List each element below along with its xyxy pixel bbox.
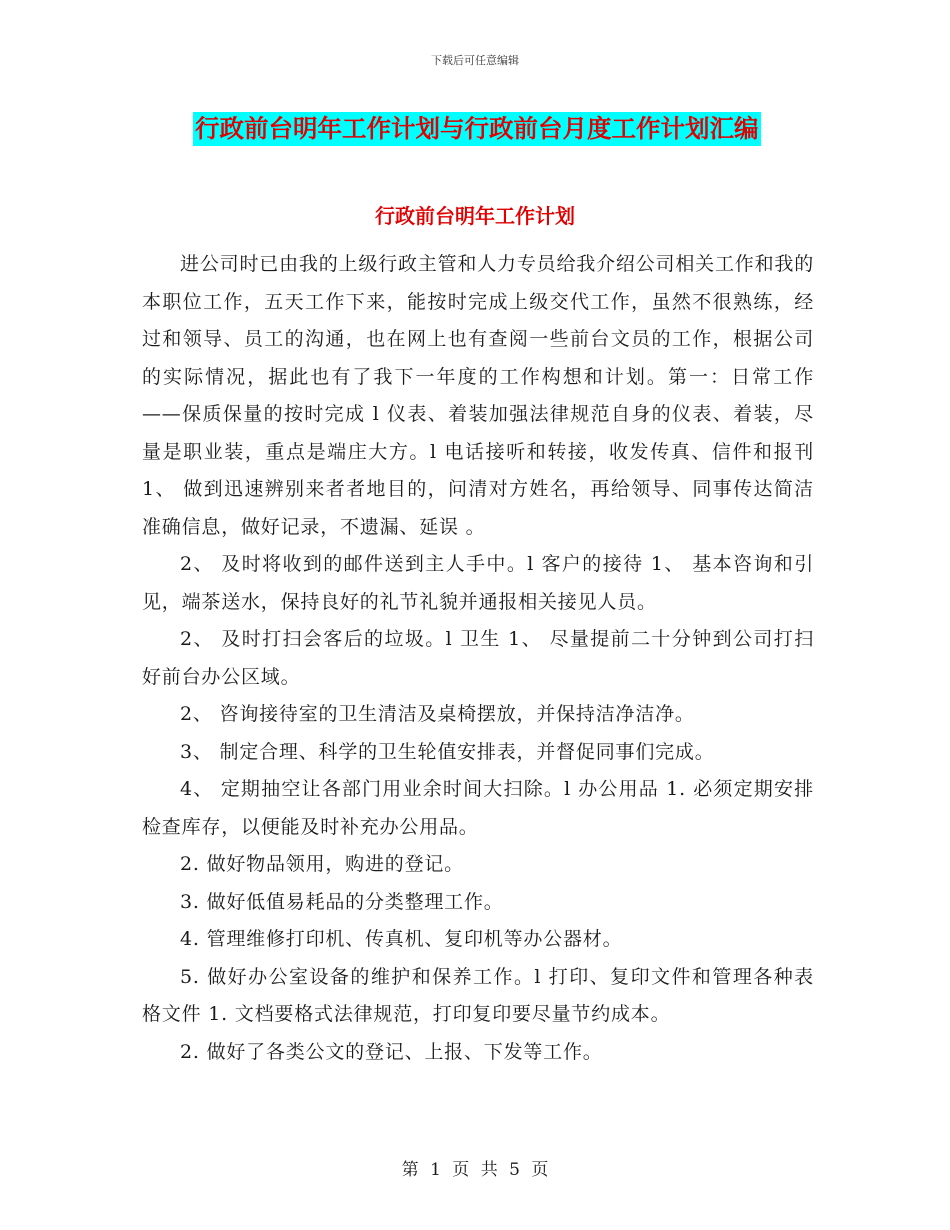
paragraph: 2. 做好物品领用，购进的登记。 xyxy=(180,853,464,875)
paragraph: 2、 及时打扫会客后的垃圾。l 卫生 1、 尽量提前二十分钟到公司打扫好前台办公区域。 xyxy=(142,628,814,688)
paragraph: 5. 做好办公室设备的维护和保养工作。l 打印、复印文件和管理各种表格文件 1. 文档要格式法律规范，打印复印要尽量节约成本。 xyxy=(142,965,814,1025)
paragraph: 4. 管理维修打印机、传真机、复印机等办公器材。 xyxy=(180,928,623,950)
page-footer: 第 1 页 共 5 页 xyxy=(401,1160,549,1180)
document-body xyxy=(142,246,814,1071)
section-title: 行政前台明年工作计划 xyxy=(375,204,575,228)
paragraph: 3. 做好低值易耗品的分类整理工作。 xyxy=(180,890,504,913)
paragraph: 2、 咨询接待室的卫生清洁及桌椅摆放，并保持洁净洁净。 xyxy=(180,703,695,725)
main-title-container xyxy=(193,112,761,146)
paragraph: 进公司时已由我的上级行政主管和人力专员给我介绍公司相关工作和我的本职位工作，五天工作下来，能按时完成上级交代工作，虽然不很熟练，经过和领导、员工的沟通，也在网上也有查阅一些前台文员的工作，根据公司的实际情况，据此也有了我下一年度的工作构想和计划。第一：日常工作——保质保量的按时完成 l 仪表、着装加强法律规范自身的仪表、着装，尽量是职业装，重点是端庄大方。l 电话接听和转接，收发传真、信件和报刊 1、 做到迅速辨别来者者地目的，问清对方姓名，再给领导、同事传达简洁准确信息，做好记录，不遗漏、延误 。 xyxy=(142,253,814,538)
paragraph: 2. 做好了各类公文的登记、上报、下发等工作。 xyxy=(180,1040,603,1063)
paragraph: 4、 定期抽空让各部门用业余时间大扫除。l 办公用品 1. 必须定期安排检查库存，以便能及时补充办公用品。 xyxy=(142,778,814,838)
header-note: 下载后可任意编辑 xyxy=(431,54,519,67)
paragraph: 3、 制定合理、科学的卫生轮值安排表，并督促同事们完成。 xyxy=(180,740,715,763)
main-title: 行政前台明年工作计划与行政前台月度工作计划汇编 xyxy=(193,112,761,146)
paragraph: 2、 及时将收到的邮件送到主人手中。l 客户的接待 1、 基本咨询和引见，端茶送水，保持良好的礼节礼貌并通报相关接见人员。 xyxy=(142,553,814,613)
